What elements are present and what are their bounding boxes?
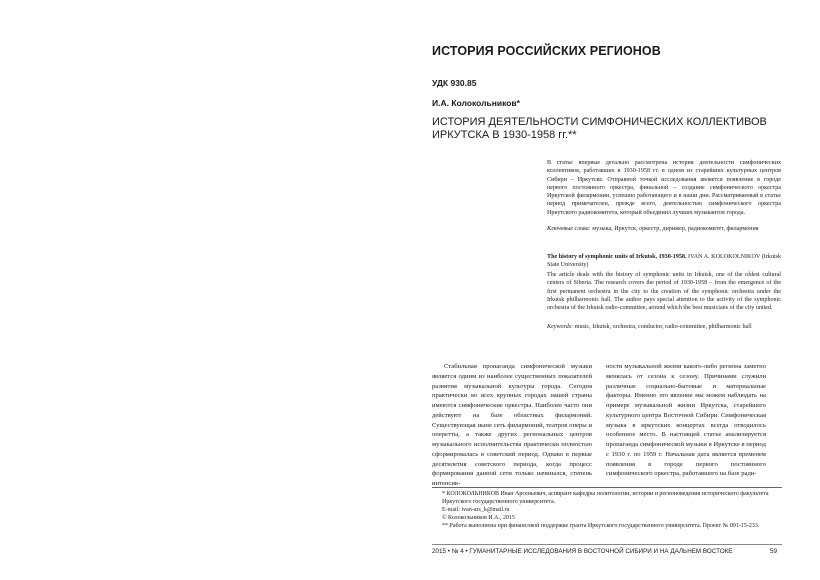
keywords-text-en: music, Irkutsk, orchestra, conductor, radio-committee, philharmonic hall	[573, 324, 752, 330]
footnote-author: * КОЛОКОЛЬНИКОВ Иван Арсеньевич, аспирант кафедры политологии, истории и регионоведения исторического факультета Иркутского государственного университета.	[442, 491, 769, 505]
abstract-russian: В статье впервые детально рассмотрена история деятельности симфонических коллективов, работавших в 1930-1958 гг. в одном из старейших культурных центров Сибири – Иркутске. Отправной точкой исследования является появление в городе первого постоянного оркестра, финальной – создание симфонического оркестра Иркутской филармонии, успешно работающего и в наши дни. Рассматриваемый в статье период примечателен, прежде всего, деятельностью симфонического оркестра Иркутского радиокомитета, который объединил лучших музыкантов города.	[547, 160, 781, 216]
body-column-left	[432, 362, 592, 489]
english-author: IVAN A. KOLOKOLNIKOV (Irkutsk State University)	[547, 254, 781, 269]
footnote-copyright: © Колокольников И.А., 2015	[442, 514, 515, 521]
keywords-english	[547, 323, 781, 331]
article-title: ИСТОРИЯ ДЕЯТЕЛЬНОСТИ СИМФОНИЧЕСКИХ КОЛЛЕКТИВОВ ИРКУТСКА В 1930-1958 гг.**	[432, 116, 767, 141]
footnote-grant: ** Работа выполнена при финансовой поддержке гранта Иркутского государственного университета. Проект № 091-15-233.	[442, 522, 760, 529]
author-name: И.А. Колокольников*	[432, 98, 520, 108]
footnote-divider	[432, 487, 782, 488]
keywords-label-en: Keywords:	[547, 324, 574, 330]
english-title: The history of symphonic units of Irkutsk, 1930-1958.	[547, 254, 687, 260]
keywords-label: Ключевые слова:	[547, 226, 591, 232]
abstract-english: The article deals with the history of symphonic units in Irkutsk, one of the oldest cultural centers of Siberia. The research covers the period of 1930-1958 – from the emergence of the first permanent orchestra in the city to the creation of the symphonic orchestra under the Irkutsk philharmonic hall. The author pays special attention to the activity of the symphonic orchestra of the Irkutsk radio-committee, around which the best musicians of the city united.	[547, 272, 781, 312]
udk-code: УДК 930.85	[432, 78, 477, 88]
page-number: 59	[770, 548, 778, 555]
abstract-english-heading	[547, 253, 781, 270]
footer-divider	[432, 544, 782, 545]
keywords-russian	[547, 225, 781, 233]
body-paragraph: ности музыкальной жизни какого-либо региона заметно менялась от сезона к сезону. Причинами служили различные социально-бытовые и материальные факторы. Именно это явление мы можем наблюдать на примере музыкальной жизни Иркутска, старейшего культурного центра Восточной Сибири. Симфоническая музыка в иркутских концертах всегда отводилось особенное место. В настоящей статье анализируется пропаганда симфонической музыки в Иркутске в период с 1930 г. по 1959 г. Начальная дата является временем появления в городе первого постоянного симфонического оркестра, работавшего на базе ради-	[606, 363, 766, 478]
section-heading: ИСТОРИЯ РОССИЙСКИХ РЕГИОНОВ	[432, 44, 661, 58]
footer-journal: 2015 • № 4 • ГУМАНИТАРНЫЕ ИССЛЕДОВАНИЯ В ВОСТОЧНОЙ СИБИРИ И НА ДАЛЬНЕМ ВОСТОКЕ	[432, 548, 733, 555]
footnotes	[432, 491, 784, 531]
footnote-email: E-mail: ivan-ars_k@mail.ru	[442, 506, 510, 513]
keywords-text: музыка, Иркутск, оркестр, дирижер, радиокомитет, филармония	[590, 226, 759, 232]
body-paragraph: Стабильная пропаганда симфонической музыки является одним из наиболее существенных показателей развития музыкальной культуры города. Сегодня практически во всех крупных городах нашей страны имеются симфонические оркестры. Наиболее часто они действуют на базе областных филармоний. Существующая ныне сеть филармоний, театров оперы и оперетты, а также других региональных центров музыкального исполнительства практически полностью сформировалась в советский период. Однако в первые десятилетия советского периода, когда процесс формирования данной сети только начинался, степень интенсив-	[432, 363, 592, 487]
body-column-right	[606, 362, 766, 479]
